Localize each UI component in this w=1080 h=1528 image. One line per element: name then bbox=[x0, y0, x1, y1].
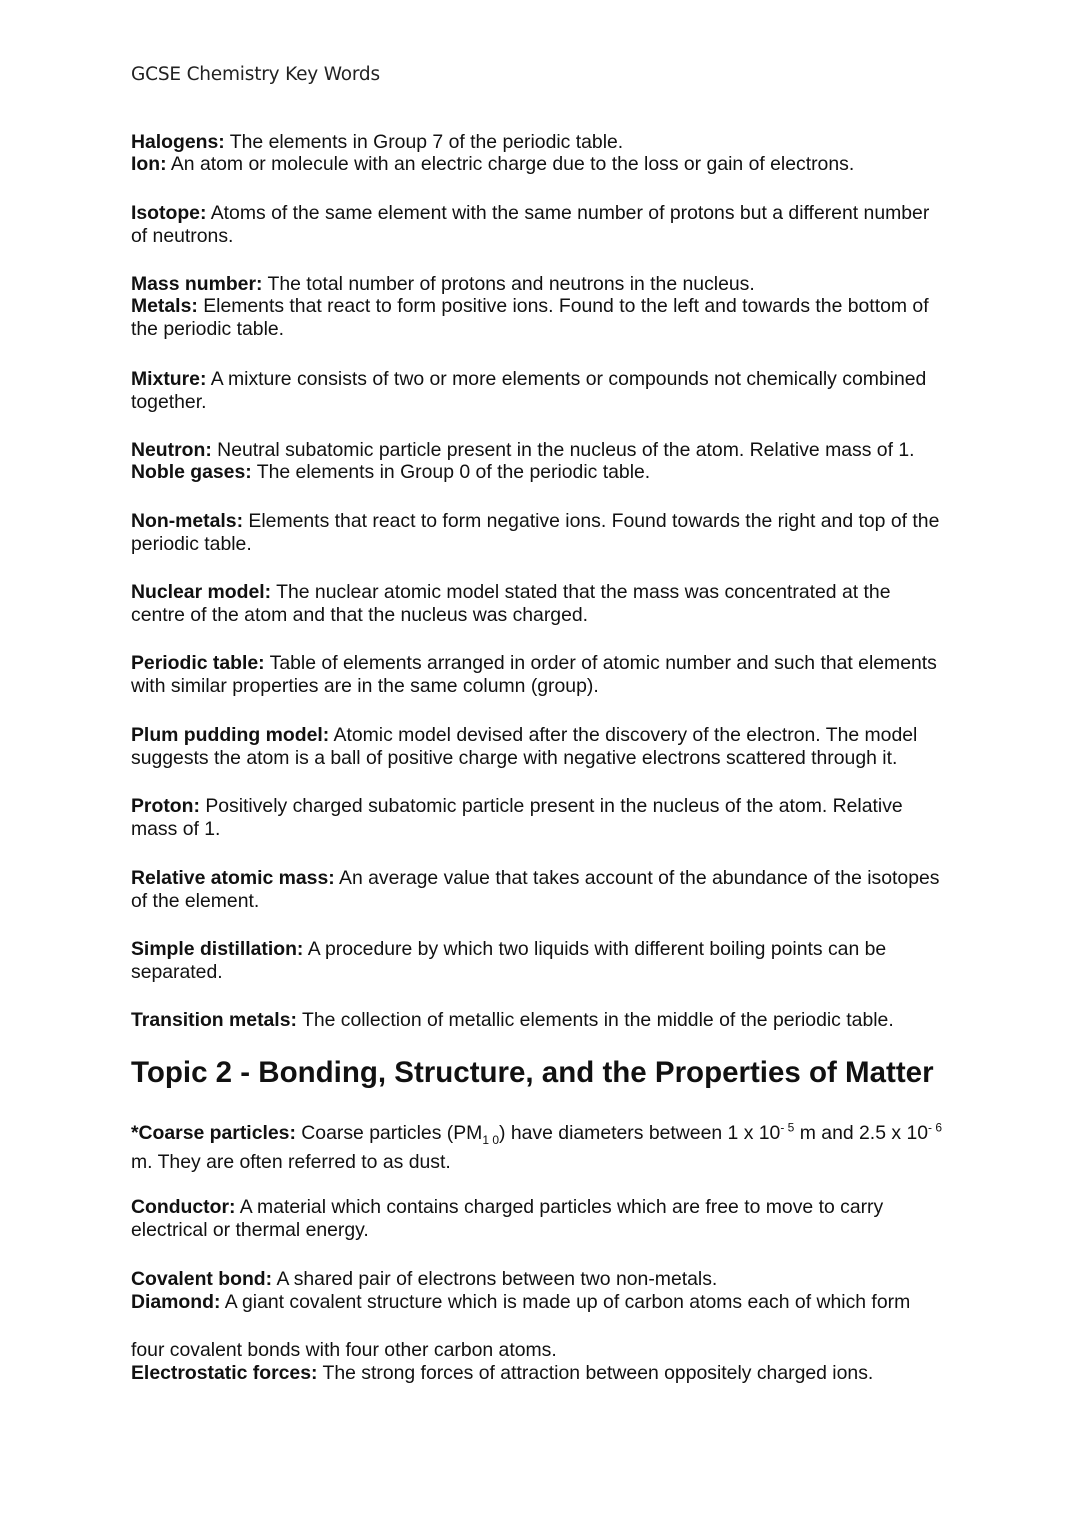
definition: The elements in Group 0 of the periodic table. bbox=[251, 461, 651, 483]
definition: An atom or molecule with an electric charge due to the loss or gain of electrons. bbox=[166, 153, 855, 175]
glossary-entry bbox=[131, 1291, 946, 1314]
glossary-entry bbox=[131, 1268, 946, 1291]
glossary-entry bbox=[131, 1339, 946, 1362]
glossary-entry bbox=[131, 1196, 946, 1242]
definition: The nuclear atomic model stated that the mass was concentrated at the centre of the atom and that the nucleus was charged. bbox=[131, 581, 891, 626]
glossary-entry bbox=[131, 1362, 946, 1385]
glossary-entry bbox=[131, 652, 946, 698]
term: Relative atomic mass: bbox=[131, 867, 335, 889]
term: *Coarse particles: bbox=[131, 1122, 296, 1144]
glossary-entry bbox=[131, 581, 946, 627]
definition: A procedure by which two liquids with different boiling points can be separated. bbox=[131, 938, 887, 983]
glossary-entry bbox=[131, 131, 946, 154]
definition: The elements in Group 7 of the periodic table. bbox=[224, 131, 624, 153]
glossary-entry bbox=[131, 439, 946, 462]
term: Proton: bbox=[131, 795, 200, 817]
term: Conductor: bbox=[131, 1196, 236, 1218]
glossary-entry bbox=[131, 153, 946, 176]
definition: Atoms of the same element with the same number of protons but a different number of neutrons. bbox=[131, 202, 930, 247]
term: Transition metals: bbox=[131, 1009, 297, 1031]
term: Non-metals: bbox=[131, 510, 244, 532]
definition: ) have diameters between 1 x 10 bbox=[499, 1122, 781, 1144]
definition: Elements that react to form negative ions. Found towards the right and top of the periodic table. bbox=[131, 510, 940, 555]
term: Metals: bbox=[131, 295, 198, 317]
term: Nuclear model: bbox=[131, 581, 272, 603]
definition: The total number of protons and neutrons in the nucleus. bbox=[262, 273, 755, 295]
term: Mass number: bbox=[131, 273, 263, 295]
definition: four covalent bonds with four other carbon atoms. bbox=[131, 1339, 557, 1361]
glossary-entry bbox=[131, 368, 946, 414]
term: Mixture: bbox=[131, 368, 207, 390]
definition: m and 2.5 x 10 bbox=[794, 1122, 929, 1144]
page-header: GCSE Chemistry Key Words bbox=[131, 64, 380, 85]
definition: Elements that react to form positive ions. Found to the left and towards the bottom of the periodic table. bbox=[131, 295, 929, 340]
superscript: - 5 bbox=[780, 1120, 795, 1135]
definition: The collection of metallic elements in the middle of the periodic table. bbox=[296, 1009, 894, 1031]
definition: Positively charged subatomic particle present in the nucleus of the atom. Relative mass of 1. bbox=[131, 795, 903, 840]
glossary-entry bbox=[131, 295, 946, 341]
definition: m. They are often referred to as dust. bbox=[131, 1151, 451, 1173]
definition: The strong forces of attraction between oppositely charged ions. bbox=[317, 1362, 874, 1384]
definition: An average value that takes account of the abundance of the isotopes of the element. bbox=[131, 867, 940, 912]
glossary-entry bbox=[131, 795, 946, 841]
superscript: - 6 bbox=[928, 1120, 943, 1135]
definition: A shared pair of electrons between two non-metals. bbox=[272, 1268, 718, 1290]
term: Diamond: bbox=[131, 1291, 221, 1313]
term: Isotope: bbox=[131, 202, 207, 224]
definition: Table of elements arranged in order of atomic number and such that elements with similar properties are in the same column (group). bbox=[131, 652, 937, 697]
glossary-entry bbox=[131, 273, 946, 296]
glossary-entry bbox=[131, 1009, 946, 1032]
term: Simple distillation: bbox=[131, 938, 304, 960]
glossary-entry bbox=[131, 867, 946, 913]
definition: Atomic model devised after the discovery of the electron. The model suggests the atom is a ball of positive charge with negative electrons scattered through it. bbox=[131, 724, 918, 769]
term: Noble gases: bbox=[131, 461, 252, 483]
subscript: 1 0 bbox=[482, 1132, 500, 1147]
term: Electrostatic forces: bbox=[131, 1362, 318, 1384]
glossary-entry bbox=[131, 938, 946, 984]
definition: Coarse particles (PM bbox=[295, 1122, 483, 1144]
term: Halogens: bbox=[131, 131, 225, 153]
term: Covalent bond: bbox=[131, 1268, 273, 1290]
definition: A mixture consists of two or more elements or compounds not chemically combined together. bbox=[131, 368, 927, 413]
glossary-entry bbox=[131, 461, 946, 484]
glossary-entry bbox=[131, 510, 946, 556]
glossary-entry bbox=[131, 202, 946, 248]
term: Periodic table: bbox=[131, 652, 265, 674]
term: Neutron: bbox=[131, 439, 212, 461]
term: Ion: bbox=[131, 153, 167, 175]
glossary-entry-coarse-particles bbox=[131, 1119, 946, 1177]
definition: Neutral subatomic particle present in the nucleus of the atom. Relative mass of 1. bbox=[211, 439, 915, 461]
definition: A material which contains charged particles which are free to move to carry electrical or thermal energy. bbox=[131, 1196, 884, 1241]
glossary-entry bbox=[131, 724, 946, 770]
topic-heading: Topic 2 - Bonding, Structure, and the Properties of Matter bbox=[131, 1056, 934, 1089]
definition: A giant covalent structure which is made up of carbon atoms each of which form bbox=[220, 1291, 911, 1313]
term: Plum pudding model: bbox=[131, 724, 330, 746]
